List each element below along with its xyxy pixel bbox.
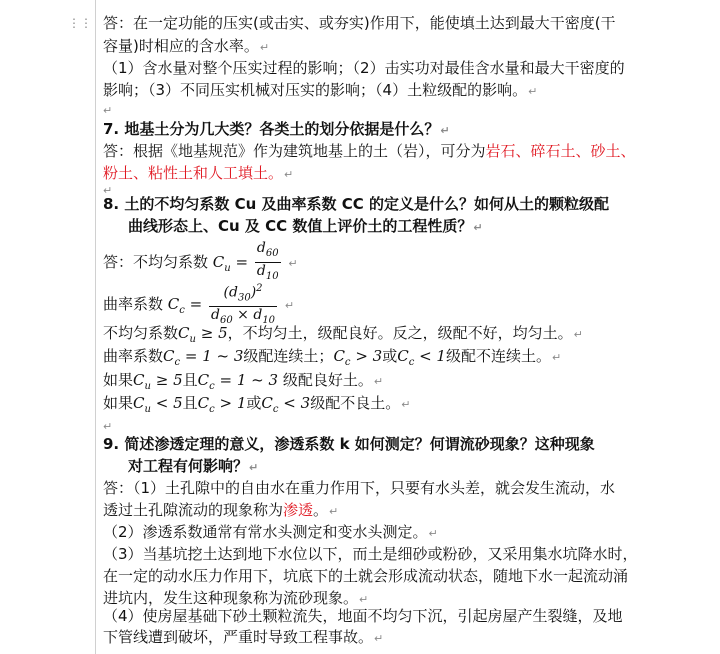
paragraph-mark-icon: ↵ xyxy=(284,168,294,181)
drag-handle-icon[interactable]: ⋮⋮ xyxy=(68,16,92,30)
paragraph-mark-icon: ↵ xyxy=(103,104,113,117)
q9-answer-2: （2）渗透系数通常有常水头测定和变水头测定。↵ xyxy=(103,523,438,541)
q8-rule-2: 曲率系数$C_c = 1$ ~ 3级配连续土；$C_c > 3$或$C_c < 1$级配不连续土。↵ xyxy=(103,347,562,368)
paragraph-mark-icon: ↵ xyxy=(401,398,411,411)
cu-fraction: $\frac{d_{60}}{d_{10}}$ xyxy=(255,240,281,285)
q7-answer-line-2: 粉土、粘性土和人工填土。↵ xyxy=(103,164,294,182)
q9-answer-4-line-1: （4）使房屋基础下砂土颗粒流失，地面不均匀下沉，引起房屋产生裂缝，及地 xyxy=(103,607,623,625)
q8-rule-4: 如果$C_u < 5$且$C_c > 1$或$C_c < 3$级配不良土。↵ xyxy=(103,394,411,415)
paragraph-mark-icon: ↵ xyxy=(373,375,384,388)
cc-formula: 曲率系数 $C_c$ = $\frac{(d_{30})^2}{d_{60} \times d_{10}}$ ↵ xyxy=(103,280,294,329)
q9-title-line-1: 9. 简述渗透定理的意义，渗透系数 k 如何测定？何谓流砂现象？这种现象 xyxy=(103,435,595,453)
q6-factors-line-1: （1）含水量对整个压实过程的影响；（2）击实功对最佳含水量和最大干密度的 xyxy=(103,59,625,77)
q9-answer-1-line-1: 答：（1）土孔隙中的自由水在重力作用下，只要有水头差，就会发生流动，水 xyxy=(103,479,616,497)
q6-factors-line-2: 影响；（3）不同压实机械对压实的影响；（4）土粒级配的影响。↵ xyxy=(103,81,538,99)
paragraph-mark-icon: ↵ xyxy=(428,527,438,540)
paragraph-mark-icon: ↵ xyxy=(573,328,583,341)
paragraph-mark-icon: ↵ xyxy=(552,351,562,364)
q9-answer-3-line-3: 进坑内，发生这种现象称为流砂现象。↵ xyxy=(103,589,369,607)
paragraph-mark-icon: ↵ xyxy=(284,299,295,313)
paragraph-mark-icon: ↵ xyxy=(374,632,384,645)
q6-answer-line-2: 容量)时相应的含水率。↵ xyxy=(103,37,270,55)
paragraph-mark-icon: ↵ xyxy=(288,256,298,270)
cc-fraction: $\frac{(d_{30})^2}{d_{60} \times d_{10}}$ xyxy=(209,280,277,329)
q8-rule-1: 不均匀系数$C_u \ge 5$，不均匀土，级配良好。反之，级配不好，均匀土。↵ xyxy=(103,324,583,345)
q8-rule-3: 如果$C_u \ge 5$且$C_c = 1$ ~ 3 级配良好土。↵ xyxy=(103,371,384,392)
margin-guide xyxy=(95,0,96,654)
q7-title: 7. 地基土分为几大类？各类土的划分依据是什么？↵ xyxy=(103,120,450,138)
q9-answer-3-line-1: （3）当基坑挖土达到地下水位以下，而土是细砂或粉砂，又采用集水坑降水时， xyxy=(103,545,638,563)
cu-formula: 答：不均匀系数 $C_u$ = $\frac{d_{60}}{d_{10}}$ ↵ xyxy=(103,240,298,285)
paragraph-mark-icon: ↵ xyxy=(473,221,483,234)
paragraph-mark-icon: ↵ xyxy=(440,124,450,137)
q9-answer-1-line-2: 透过土孔隙流动的现象称为渗透。↵ xyxy=(103,501,339,519)
q9-answer-3-line-2: 在一定的动水压力作用下，坑底下的土就会形成流动状态，随地下水一起流动涌 xyxy=(103,567,629,585)
q8-title-line-1: 8. 土的不均匀系数 Cu 及曲率系数 CC 的定义是什么？如何从土的颗粒级配 xyxy=(103,195,609,213)
paragraph-mark-icon: ↵ xyxy=(259,41,270,54)
paragraph-mark-icon: ↵ xyxy=(103,420,113,433)
q6-answer-line-1: 答：在一定功能的压实(或击实、或夯实)作用下，能使填土达到最大干密度(干 xyxy=(103,14,616,32)
q8-title-line-2: 曲线形态上、Cu 及 CC 数值上评价土的工程性质？↵ xyxy=(128,217,483,235)
paragraph-mark-icon: ↵ xyxy=(528,85,538,98)
paragraph-mark-icon: ↵ xyxy=(249,461,259,474)
q7-answer-line-1: 答：根据《地基规范》作为建筑地基上的土（岩），可分为岩石、碎石土、砂土、 xyxy=(103,142,636,160)
paragraph-mark-icon: ↵ xyxy=(103,184,113,197)
paragraph-mark-icon: ↵ xyxy=(329,505,339,518)
paragraph-mark-icon: ↵ xyxy=(359,593,369,606)
q9-answer-4-line-2: 下管线遭到破坏，严重时导致工程事故。↵ xyxy=(103,628,384,646)
q9-title-line-2: 对工程有何影响？↵ xyxy=(128,457,259,475)
